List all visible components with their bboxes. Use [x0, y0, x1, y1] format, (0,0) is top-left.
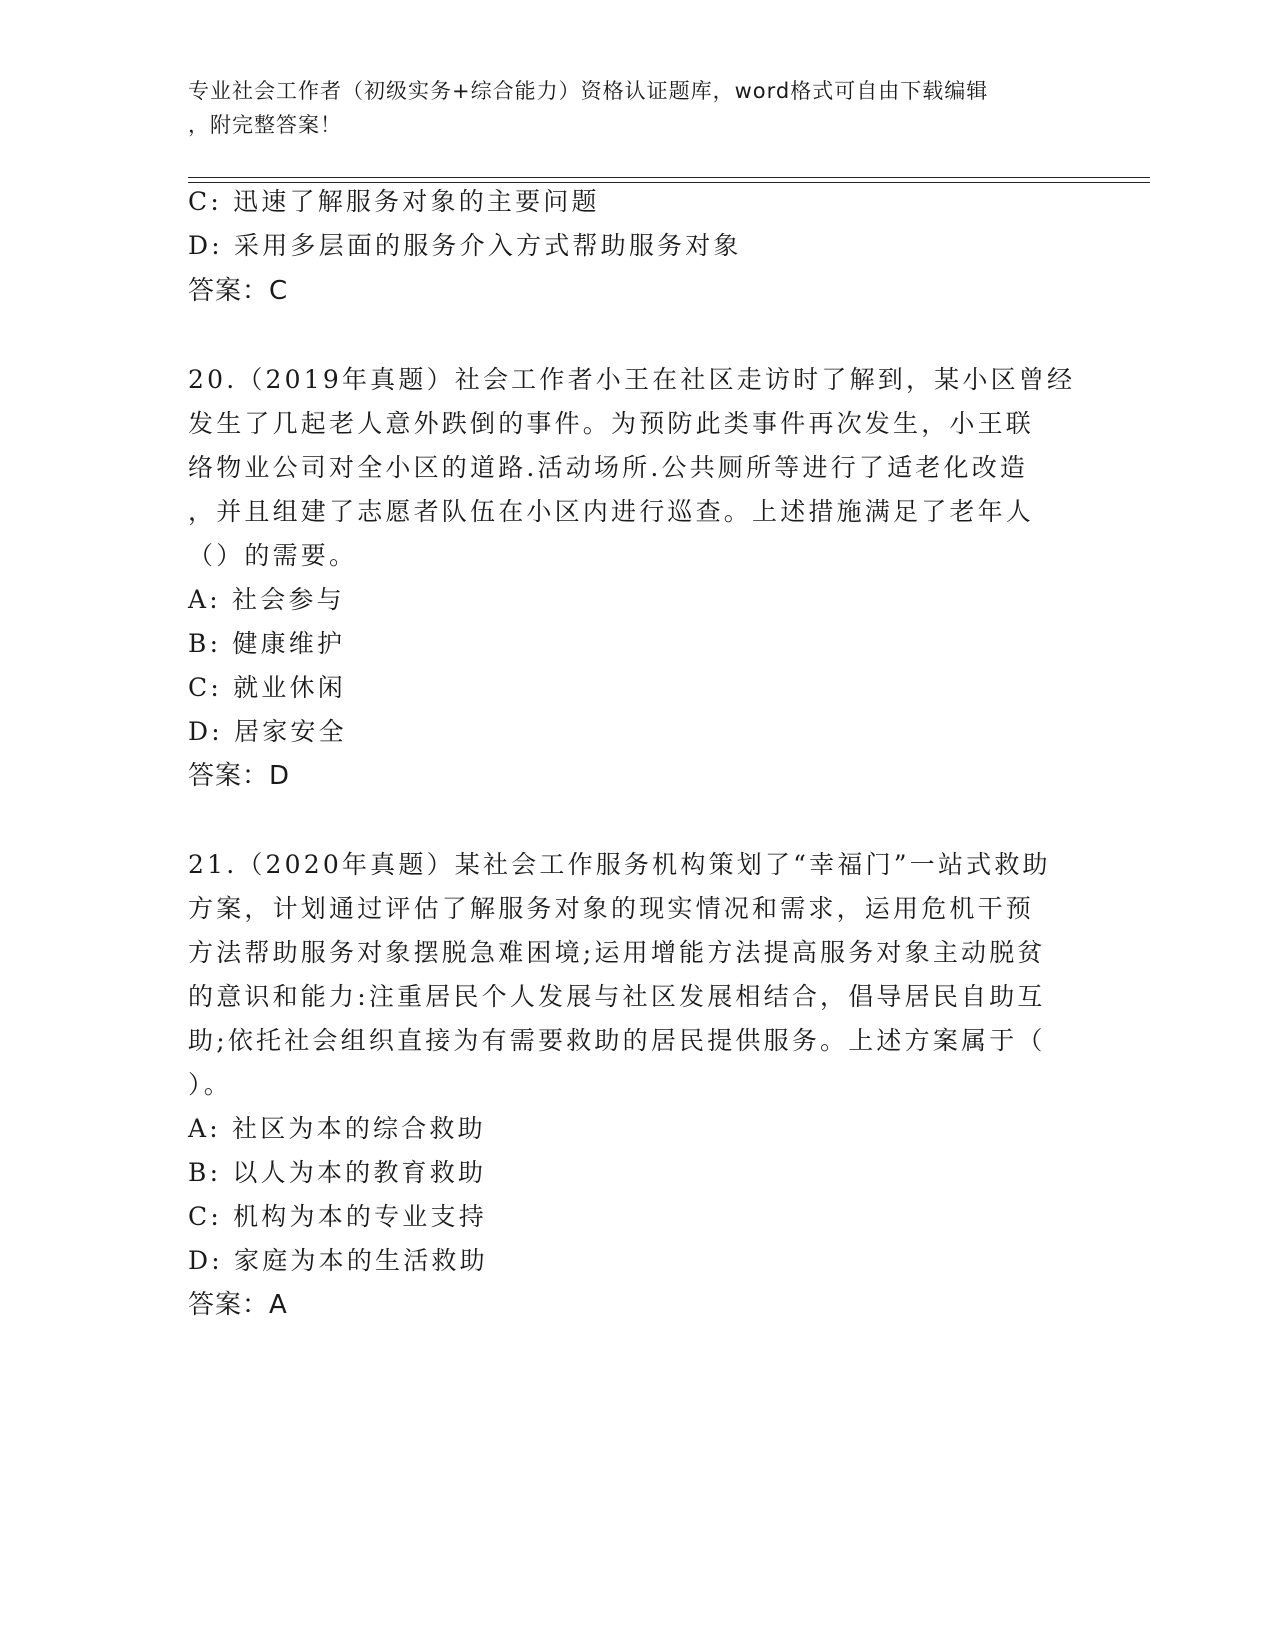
q20-answer: 答案：D [188, 761, 291, 791]
q21-answer: 答案：A [188, 1290, 288, 1320]
q21-stem-line: 助;依托社会组织直接为有需要救助的居民提供服务。上述方案属于（ [188, 1026, 1046, 1055]
q19-option-d: D: 采用多层面的服务介入方式帮助服务对象 [188, 231, 742, 260]
header-divider-top [188, 177, 1150, 178]
q19-answer: 答案：C [188, 276, 289, 306]
q21-option-b: B: 以人为本的教育救助 [188, 1158, 487, 1187]
header-title-line-2: ，附完整答案！ [188, 113, 342, 137]
q20-option-b: B: 健康维护 [188, 629, 346, 658]
q21-option-c: C: 机构为本的专业支持 [188, 1202, 487, 1231]
q20-stem-line: ，并且组建了志愿者队伍在小区内进行巡查。上述措施满足了老年人 [188, 497, 1035, 526]
q20-option-d: D: 居家安全 [188, 717, 347, 746]
q21-option-d: D: 家庭为本的生活救助 [188, 1246, 488, 1275]
q21-stem-line: 的意识和能力:注重居民个人发展与社区发展相结合，倡导居民自助互 [188, 982, 1046, 1011]
q19-option-c: C: 迅速了解服务对象的主要问题 [188, 187, 600, 216]
q20-stem-line: 20.（2019年真题）社会工作者小王在社区走访时了解到，某小区曾经 [188, 365, 1076, 394]
q21-stem-line: 21.（2020年真题）某社会工作服务机构策划了“幸福门”一站式救助 [188, 850, 1051, 879]
header-title-line-1: 专业社会工作者（初级实务+综合能力）资格认证题库，word格式可自由下载编辑 [188, 79, 989, 103]
q20-option-a: A: 社会参与 [188, 585, 345, 614]
document-header [188, 74, 1088, 142]
q20-stem-line: 发生了几起老人意外跌倒的事件。为预防此类事件再次发生，小王联 [188, 409, 1035, 438]
q20-option-c: C: 就业休闲 [188, 673, 346, 702]
q21-stem-line: 方法帮助服务对象摆脱急难困境;运用增能方法提高服务对象主动脱贫 [188, 938, 1046, 967]
q21-option-a: A: 社区为本的综合救助 [188, 1114, 486, 1143]
q20-stem-line: 络物业公司对全小区的道路.活动场所.公共厕所等进行了适老化改造 [188, 453, 1029, 482]
header-divider-bottom [188, 182, 1150, 183]
q21-stem-line: 方案，计划通过评估了解服务对象的现实情况和需求，运用危机干预 [188, 894, 1035, 923]
q21-stem-line: ）。 [188, 1070, 232, 1099]
q20-stem-line: （）的需要。 [188, 541, 358, 570]
